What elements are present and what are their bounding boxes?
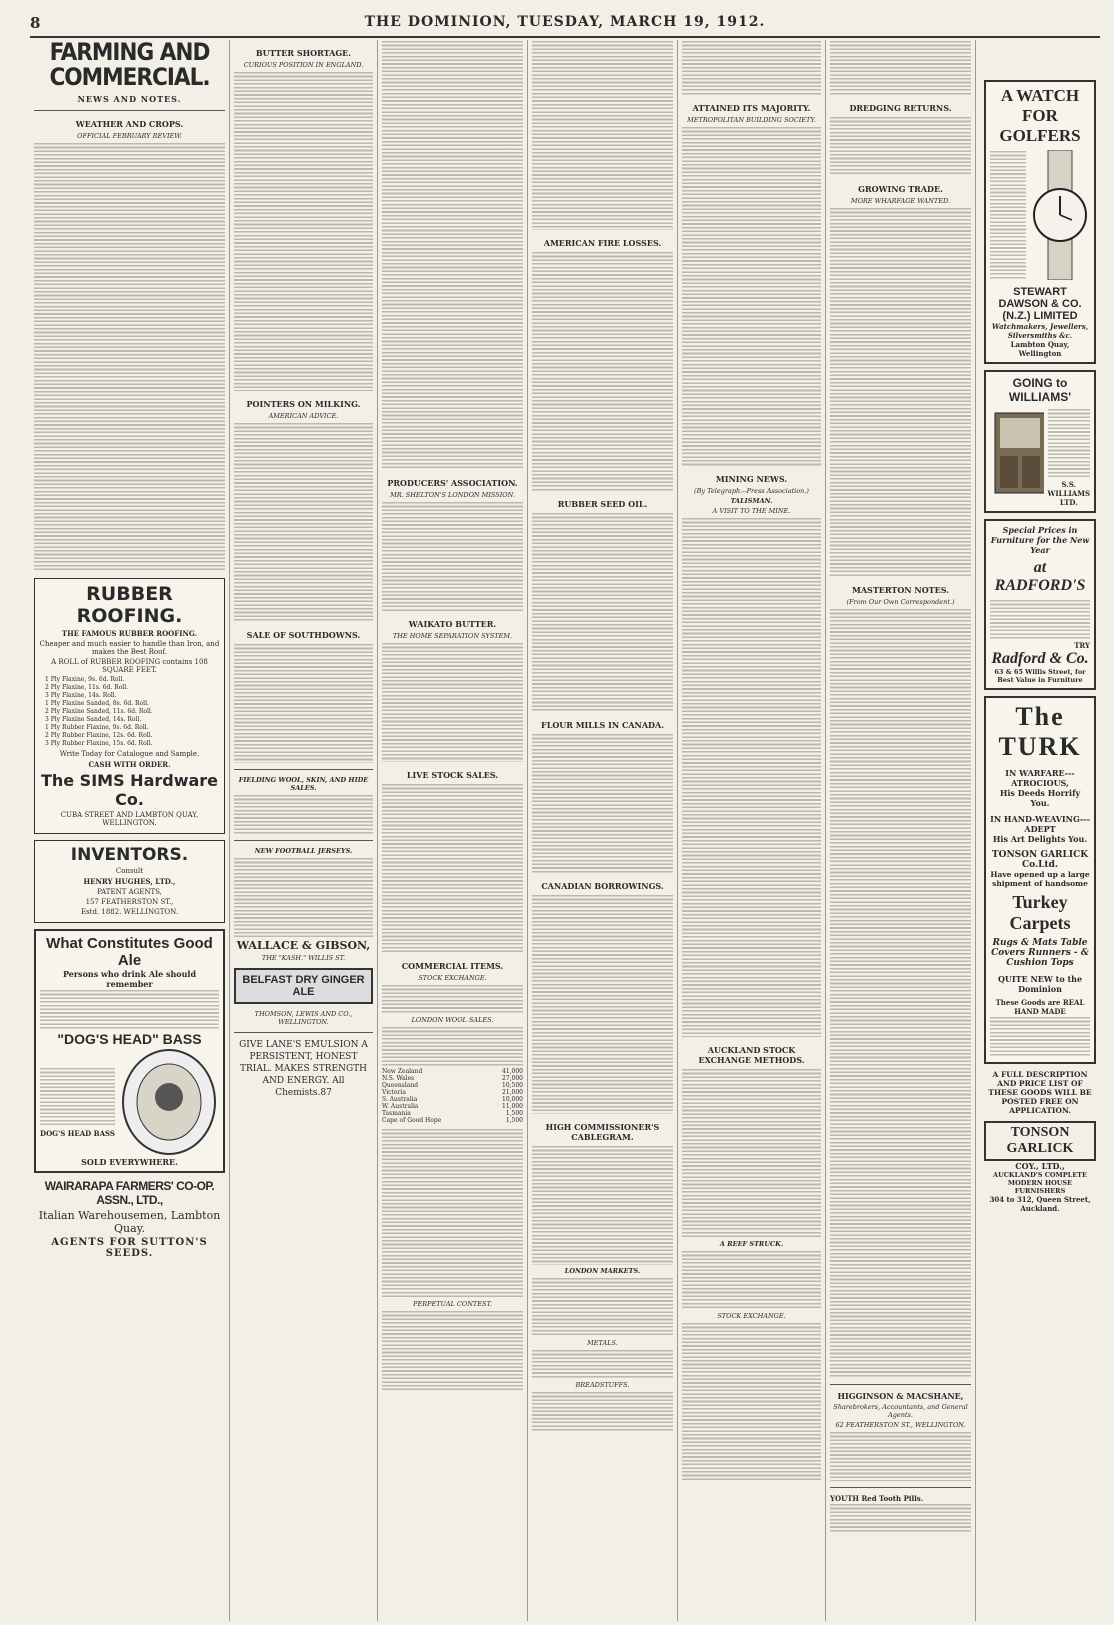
quite-new: QUITE NEW to the Dominion bbox=[997, 974, 1083, 994]
watch-address: Lambton Quay, Wellington bbox=[1010, 340, 1070, 358]
tonson-coy: COY., LTD., bbox=[1015, 1161, 1065, 1171]
table-row bbox=[382, 1075, 523, 1082]
table-row bbox=[382, 1110, 523, 1117]
fire-heading: AMERICAN FIRE LOSSES. bbox=[543, 238, 662, 248]
rugs-line: Rugs & Mats Table Covers Runners - & Cushion Tops bbox=[991, 938, 1089, 968]
list-item: 2 Ply Flaxine, 11s. 6d. Roll. bbox=[45, 684, 129, 692]
filler-text bbox=[830, 116, 971, 176]
list-item: 1 Ply Flaxine Sanded, 8s. 6d. Roll. bbox=[45, 700, 149, 708]
column-7 bbox=[976, 40, 1100, 1621]
turk-ad bbox=[984, 696, 1096, 1064]
wairarapa-title: WAIRARAPA FARMERS' CO-OP. ASSN., LTD., bbox=[44, 1179, 215, 1208]
filler-text bbox=[382, 1310, 523, 1390]
butter-subheading: CURIOUS POSITION IN ENGLAND. bbox=[243, 61, 364, 69]
filler-text bbox=[990, 1016, 1090, 1056]
list-item: 2 Ply Flaxine Sanded, 11s. 6d. Roll. bbox=[45, 708, 153, 716]
filler-text bbox=[532, 733, 673, 873]
filler-text bbox=[532, 251, 673, 491]
lane-emulsion-ad: GIVE LANE'S EMULSION A PERSISTENT, HONEST TRIAL. MAKES STRENGTH AND ENERGY. All Chemists.87 bbox=[239, 1040, 368, 1098]
filler-text bbox=[40, 989, 219, 1029]
london-markets-heading: LONDON MARKETS. bbox=[564, 1267, 641, 1275]
filler-text bbox=[990, 150, 1026, 280]
butter-heading: BUTTER SHORTAGE. bbox=[255, 48, 352, 58]
cell: 27,000 bbox=[502, 1075, 523, 1082]
column-6 bbox=[826, 40, 976, 1621]
filler-text bbox=[532, 1391, 673, 1431]
wallace-name: WALLACE & GIBSON, bbox=[236, 939, 371, 952]
metals-heading: METALS. bbox=[587, 1339, 618, 1347]
radford-co: Radford & Co. bbox=[991, 650, 1089, 667]
rubber-title: RUBBER ROOFING. bbox=[76, 583, 183, 628]
attained-heading: ATTAINED ITS MAJORITY. bbox=[692, 103, 811, 113]
inventors-line: HENRY HUGHES, LTD., bbox=[83, 877, 176, 887]
producers-sub: MR. SHELTON'S LONDON MISSION. bbox=[390, 491, 515, 499]
queen-street: 304 to 312, Queen Street, Auckland. bbox=[989, 1195, 1091, 1213]
filler-text bbox=[830, 1431, 971, 1481]
masthead bbox=[30, 8, 1100, 38]
fielding-ad: FIELDING WOOL, SKIN, AND HIDE SALES. bbox=[238, 776, 369, 792]
filler-text bbox=[682, 1322, 821, 1482]
waikato-sub: THE HOME SEPARATION SYSTEM. bbox=[392, 632, 513, 640]
watch-company: STEWART DAWSON & CO. (N.Z.) LIMITED bbox=[998, 286, 1082, 322]
perpetual-heading: PERPETUAL CONTEST. bbox=[413, 1300, 492, 1308]
sale-heading: SALE OF SOUTHDOWNS. bbox=[246, 630, 361, 640]
wristwatch-icon bbox=[1030, 150, 1090, 280]
farming-banner: FARMING AND COMMERCIAL. bbox=[49, 40, 210, 92]
williams-ad bbox=[984, 370, 1096, 513]
waikato-heading: WAIKATO BUTTER. bbox=[408, 619, 497, 629]
filler-text bbox=[682, 126, 821, 466]
list-item: 3 Ply Flaxine, 14s. Roll. bbox=[45, 692, 117, 700]
higginson-name: HIGGINSON & MACSHANE, bbox=[837, 1391, 964, 1401]
cell: 41,000 bbox=[502, 1068, 523, 1075]
filler-text bbox=[532, 40, 673, 230]
cell: Tasmania bbox=[382, 1110, 411, 1117]
ginger-ale-ad bbox=[234, 968, 373, 1004]
column-4 bbox=[528, 40, 678, 1621]
williams-sub: S.S. WILLIAMS LTD. bbox=[1047, 480, 1091, 507]
filler-text bbox=[234, 794, 373, 834]
filler-text bbox=[830, 207, 971, 577]
turk-title: The TURK bbox=[998, 702, 1082, 761]
cell: 21,000 bbox=[502, 1089, 523, 1096]
table-row bbox=[382, 1096, 523, 1103]
football-ad: NEW FOOTBALL JERSEYS. bbox=[254, 847, 353, 855]
cell: 11,000 bbox=[502, 1103, 523, 1110]
filler-text bbox=[382, 501, 523, 611]
radford-ad bbox=[984, 519, 1096, 690]
cell: 1,500 bbox=[505, 1117, 523, 1124]
ale-brand: "DOG'S HEAD" BASS bbox=[57, 1031, 202, 1048]
cell: 1,500 bbox=[505, 1110, 523, 1117]
masterton-sub: (From Our Own Correspondent.) bbox=[846, 598, 955, 606]
cell: Cape of Good Hope bbox=[382, 1117, 442, 1124]
turk-line-3: IN HAND-WEAVING---ADEPT bbox=[990, 814, 1090, 834]
ginger-title: BELFAST DRY GINGER ALE bbox=[242, 974, 365, 998]
cell: Victoria bbox=[382, 1089, 406, 1096]
table-row bbox=[382, 1089, 523, 1096]
wairarapa-line: Italian Warehousemen, Lambton Quay. bbox=[38, 1209, 221, 1236]
filler-text bbox=[990, 599, 1090, 639]
filler-text bbox=[234, 422, 373, 622]
watch-title: A WATCH FOR GOLFERS bbox=[999, 86, 1081, 145]
cell: Queensland bbox=[382, 1082, 419, 1089]
filler-text bbox=[682, 1068, 821, 1238]
filler-text bbox=[532, 512, 673, 712]
wool-table bbox=[382, 1068, 523, 1124]
watch-tag: Watchmakers, Jewellers, Silversmiths &c. bbox=[991, 322, 1089, 340]
filler-text bbox=[40, 1067, 115, 1127]
pointers-subheading: AMERICAN ADVICE. bbox=[268, 412, 339, 420]
filler-text bbox=[34, 142, 225, 572]
stock-heading: STOCK EXCHANGE. bbox=[418, 974, 487, 982]
radford-try: TRY bbox=[1074, 641, 1090, 650]
list-item: 1 Ply Rubber Flaxine, 9s. 6d. Roll. bbox=[45, 724, 149, 732]
sims-company: The SIMS Hardware Co. bbox=[40, 771, 219, 810]
weather-subheading: OFFICIAL FEBRUARY REVIEW. bbox=[77, 132, 182, 141]
inventors-line: Estd. 1882. WELLINGTON. bbox=[80, 908, 179, 917]
rubber-subtitle: THE FAMOUS RUBBER ROOFING. bbox=[61, 629, 198, 639]
higginson-sub: Sharebrokers, Accountants, and General Agents. bbox=[833, 1403, 968, 1419]
list-item: 2 Ply Rubber Flaxine, 12s. 6d. Roll. bbox=[45, 732, 153, 740]
thomson-line: THOMSON, LEWIS AND CO., WELLINGTON. bbox=[254, 1010, 353, 1026]
filler-text bbox=[532, 894, 673, 1114]
wairarapa-agents: AGENTS FOR SUTTON'S SEEDS. bbox=[51, 1237, 208, 1260]
bass-ale-ad bbox=[34, 929, 225, 1173]
rubber-note: Write Today for Catalogue and Sample. bbox=[59, 750, 200, 759]
list-item: 1 Ply Flaxine, 9s. 6d. Roll. bbox=[45, 676, 125, 684]
wharf-heading: MORE WHARFAGE WANTED. bbox=[850, 197, 951, 205]
cell: 10,500 bbox=[502, 1082, 523, 1089]
cell: S. Australia bbox=[382, 1096, 418, 1103]
filler-text bbox=[830, 1503, 971, 1533]
filler-text bbox=[682, 517, 821, 1037]
shipment-line: Have opened up a large shipment of handsome bbox=[990, 870, 1090, 888]
column-1 bbox=[30, 40, 230, 1621]
producers-heading: PRODUCERS' ASSOCIATION. bbox=[387, 478, 518, 488]
turk-line-2: His Deeds Horrify You. bbox=[999, 788, 1081, 808]
watch-ad bbox=[984, 80, 1096, 364]
mining-heading: MINING NEWS. bbox=[715, 474, 788, 484]
rubber-cash: CASH WITH ORDER. bbox=[88, 760, 171, 770]
filler-text bbox=[532, 1277, 673, 1337]
filler-text bbox=[382, 783, 523, 953]
flour-heading: FLOUR MILLS IN CANADA. bbox=[541, 720, 664, 730]
filler-text bbox=[382, 642, 523, 762]
mining-sub: (By Telegraph.--Press Association.) bbox=[694, 487, 809, 495]
ale-side: DOG'S HEAD BASS bbox=[40, 1128, 115, 1138]
rubber-tagline: Cheaper and much easier to handle than Iron, and makes the Best Roof. bbox=[39, 640, 220, 657]
stock-heading-5: STOCK EXCHANGE. bbox=[717, 1312, 786, 1320]
filler-text bbox=[234, 643, 373, 763]
ale-title: What Constitutes Good Ale bbox=[46, 935, 213, 970]
radford-big: at RADFORD'S bbox=[994, 559, 1086, 594]
turk-line-1: IN WARFARE---ATROCIOUS, bbox=[1005, 768, 1075, 788]
turkey-carpets: Turkey Carpets bbox=[1009, 892, 1071, 933]
wool-heading: LONDON WOOL SALES. bbox=[411, 1016, 494, 1024]
sideboard-icon bbox=[990, 408, 1044, 498]
news-and-notes: NEWS AND NOTES. bbox=[77, 94, 182, 105]
table-row bbox=[382, 1103, 523, 1110]
filler-text bbox=[532, 1145, 673, 1265]
visit-heading: A VISIT TO THE MINE. bbox=[712, 507, 791, 515]
inventors-line: 157 FEATHERSTON ST., bbox=[85, 898, 174, 907]
filler-text bbox=[234, 857, 373, 937]
dog-head-bottle-icon bbox=[119, 1047, 219, 1157]
filler-text bbox=[234, 71, 373, 391]
rubber-seed-heading: RUBBER SEED OIL. bbox=[557, 499, 648, 509]
goods-line: These Goods are REAL HAND MADE bbox=[995, 998, 1085, 1016]
inventors-line: PATENT AGENTS, bbox=[97, 888, 162, 897]
filler-text bbox=[382, 1128, 523, 1298]
list-item: 3 Ply Flaxine Sanded, 14s. Roll. bbox=[45, 716, 142, 724]
pointers-heading: POINTERS ON MILKING. bbox=[246, 399, 361, 409]
filler-text bbox=[382, 40, 523, 470]
table-row bbox=[382, 1117, 523, 1124]
cell: 10,000 bbox=[502, 1096, 523, 1103]
rubber-roofing-ad bbox=[34, 578, 225, 834]
table-row bbox=[382, 1082, 523, 1089]
inventors-title: INVENTORS. bbox=[70, 845, 189, 866]
list-item: 3 Ply Rubber Flaxine, 15s. 6d. Roll. bbox=[45, 740, 153, 748]
table-row bbox=[382, 1068, 523, 1075]
masterton-heading: MASTERTON NOTES. bbox=[851, 585, 950, 595]
canadian-heading: CANADIAN BORROWINGS. bbox=[541, 881, 664, 891]
filler-text bbox=[382, 984, 523, 1014]
ale-foot: SOLD EVERYWHERE. bbox=[81, 1157, 178, 1168]
inventors-line: Consult bbox=[115, 867, 144, 876]
filler-text bbox=[830, 40, 971, 95]
williams-title: GOING to WILLIAMS' bbox=[1008, 376, 1072, 404]
dredging-heading: DREDGING RETURNS. bbox=[849, 103, 952, 113]
growing-heading: GROWING TRADE. bbox=[858, 184, 943, 194]
wallace-address: THE "KASH." WILLIS ST. bbox=[261, 954, 346, 962]
metro-heading: METROPOLITAN BUILDING SOCIETY. bbox=[687, 116, 816, 124]
column-3 bbox=[378, 40, 528, 1621]
commercial-heading: COMMERCIAL ITEMS. bbox=[401, 961, 504, 971]
filler-text bbox=[682, 40, 821, 95]
cell: New Zealand bbox=[382, 1068, 423, 1075]
wairarapa-ad bbox=[34, 1179, 225, 1259]
breadstuffs-heading: BREADSTUFFS. bbox=[575, 1381, 630, 1389]
higginson-address: 62 FEATHERSTON ST., WELLINGTON. bbox=[835, 1421, 966, 1429]
tonson-big: TONSON GARLICK bbox=[984, 1121, 1096, 1161]
inventors-ad bbox=[34, 840, 225, 923]
column-5 bbox=[678, 40, 826, 1621]
ale-sub: Persons who drink Ale should remember bbox=[62, 969, 197, 990]
talisman-heading: TALISMAN. bbox=[730, 497, 773, 505]
filler-text bbox=[830, 608, 971, 1378]
weather-heading: WEATHER AND CROPS. bbox=[75, 119, 184, 130]
radford-banner: Special Prices in Furniture for the New Year bbox=[990, 525, 1090, 555]
column-2 bbox=[230, 40, 378, 1621]
filler-text bbox=[532, 1349, 673, 1379]
tonson-name: TONSON GARLICK Co.Ltd. bbox=[991, 850, 1089, 870]
filler-text bbox=[382, 1026, 523, 1066]
full-description: A FULL DESCRIPTION AND PRICE LIST OF THESE GOODS WILL BE POSTED FREE ON APPLICATION. bbox=[988, 1070, 1092, 1115]
columns bbox=[30, 40, 1100, 1621]
radford-address: 63 & 65 Willis Street, for Best Value in Furniture bbox=[994, 668, 1086, 684]
newspaper-title: THE DOMINION, TUESDAY, MARCH 19, 1912. bbox=[364, 14, 766, 30]
filler-text bbox=[682, 1250, 821, 1310]
auckland-furnishers: AUCKLAND'S COMPLETE MODERN HOUSE FURNISHERS bbox=[993, 1171, 1087, 1195]
filler-text bbox=[1048, 408, 1090, 478]
rubber-offer: A ROLL of RUBBER ROOFING contains 108 SQUARE FEET. bbox=[51, 658, 208, 675]
livestock-heading: LIVE STOCK SALES. bbox=[406, 770, 499, 780]
high-comm-heading: HIGH COMMISSIONER'S CABLEGRAM. bbox=[545, 1122, 660, 1142]
auckland-heading: AUCKLAND STOCK EXCHANGE METHODS. bbox=[698, 1045, 805, 1065]
cell: W. Australia bbox=[382, 1103, 419, 1110]
cell: N.S. Wales bbox=[382, 1075, 415, 1082]
rubber-items bbox=[39, 676, 220, 748]
sims-address: CUBA STREET AND LAMBTON QUAY, WELLINGTON. bbox=[60, 811, 199, 828]
teeth-ad: YOUTH Red Tooth Pills. bbox=[830, 1494, 924, 1503]
turk-line-4: His Art Delights You. bbox=[992, 834, 1088, 844]
reef-heading: A REEF STRUCK. bbox=[719, 1240, 784, 1248]
page-number: 8 bbox=[30, 14, 41, 32]
